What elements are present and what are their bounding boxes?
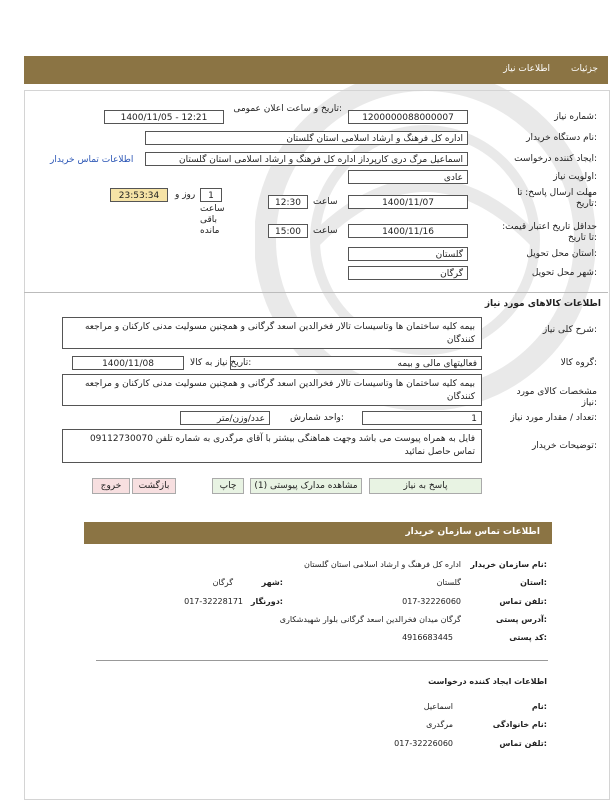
priority-label: اولویت نیاز: [553,172,597,182]
spec-field: بیمه کلیه ساختمان ها وتاسیسات تالار فخرالدین اسعد گرگانی و همچنین مسولیت مدنی کارکنان و مراجعه کنندگان [62,374,482,406]
details-link[interactable]: جزئیات [571,64,598,74]
spec-label: مشخصات کالای مورد نیاز: [516,387,597,408]
org-name: اداره کل فرهنگ و ارشاد اسلامی استان گلستان [303,560,461,569]
buyer-org-field: اداره كل فرهنگ و ارشاد اسلامی استان گلستان [145,131,468,145]
postal-code: 4916683445 [402,633,453,642]
first-name-label: نام: [531,702,547,711]
summary-label: شرح کلی نیاز: [542,325,597,335]
remaining-label: ساعت باقی مانده [200,204,225,236]
notes-field: فایل به همراه پیوست می باشد وجهت هماهنگی بیشتر با آقای مرگدری به شماره تلفن 09112730070 تماس حاصل نمائید [62,429,482,463]
validity-date-field: 1400/11/16 [348,224,468,238]
notes-label: توضیحات خریدار: [531,441,597,451]
top-bar [24,56,608,84]
contact-phone: 017-32226060 [402,597,461,606]
need-date-label: تاریخ نیاز به کالا: [190,358,252,368]
creator-label: ایجاد کننده درخواست: [514,154,597,164]
deadline-label: مهلت ارسال پاسخ: تا تاریخ: [517,188,597,209]
deadline-date-field: 1400/11/07 [348,195,468,209]
contact-province: گلستان [436,578,461,587]
contact-phone-label: تلفن تماس: [499,597,547,606]
validity-label: حداقل تاریخ اعتبار قیمت: تا تاریخ: [502,222,597,243]
deadline-time-label: ساعت [313,197,338,207]
contact-divider [96,660,548,661]
announce-field: 1400/11/05 - 12:21 [104,110,224,124]
announce-label: تاریخ و ساعت اعلان عمومی: [233,104,342,114]
deadline-time-field: 12:30 [268,195,308,209]
goods-section-title: اطلاعات کالاهای مورد نیاز [484,299,601,309]
exit-button[interactable]: خروج [92,478,130,494]
contact-title-bar [84,522,552,544]
postal-address-label: آدرس پستی: [496,615,547,624]
city-field: گرگان [348,266,468,280]
last-name: مرگدری [426,720,453,729]
city-label: شهر محل تحویل: [531,268,597,278]
creator-field: اسماعیل مرگ دری کارپرداز اداره کل فرهنگ و ارشاد اسلامی استان گلستان [145,152,468,166]
priority-field: عادی [348,170,468,184]
contact-city-label: شهر: [261,578,283,587]
qty-label: تعداد / مقدار مورد نیاز: [510,413,597,423]
divider [24,292,608,293]
back-button[interactable]: بازگشت [132,478,176,494]
reply-button[interactable]: پاسخ به نیاز [369,478,482,494]
qty-field: 1 [362,411,482,425]
group-label: گروه کالا: [560,358,597,368]
group-field: فعالیتهای مالی و بیمه [230,356,482,370]
postal-code-label: کد پستی: [509,633,547,642]
print-button[interactable]: چاپ [212,478,244,494]
postal-address: گرگان میدان فخرالدین اسعد گرگانی بلوار شهیدشکاری [279,615,461,624]
summary-field: بیمه کلیه ساختمان ها وتاسیسات تالار فخرالدین اسعد گرگانی و همچنین مسولیت مدنی کارکنان و مراجعه کنندگان [62,317,482,349]
contact-city: گرگان [212,578,233,587]
remaining-days-field: 1 [200,188,222,202]
last-name-label: نام خانوادگی: [492,720,547,729]
province-field: گلستان [348,247,468,261]
validity-time-field: 15:00 [268,224,308,238]
buyer-org-label: نام دستگاه خریدار: [526,133,597,143]
need-number-label: شماره نیاز: [554,112,597,122]
creator-section-title: اطلاعات ایجاد کننده درخواست [428,677,547,686]
attachments-button[interactable]: مشاهده مدارک پیوستی (1) [250,478,362,494]
creator-phone: 017-32226060 [394,739,453,748]
need-date-field: 1400/11/08 [72,356,184,370]
buyer-contact-link[interactable]: اطلاعات تماس خریدار [50,155,134,165]
unit-label: واحد شمارش: [290,413,344,423]
province-label: استان محل تحویل: [526,249,597,259]
contact-province-label: استان: [520,578,547,587]
org-name-label: نام سازمان خریدار: [470,560,547,569]
creator-phone-label: تلفن تماس: [499,739,547,748]
need-number-field: 1200000088000007 [348,110,468,124]
contact-title: اطلاعات تماس سازمان خریدار [405,527,540,537]
first-name: اسماعیل [423,702,453,711]
contact-fax-label: دورنگار: [250,597,283,606]
need-info-tab[interactable]: اطلاعات نیاز [503,64,550,74]
unit-field: عدد/وزن/متر [180,411,270,425]
remaining-time-field: 23:53:34 [110,188,168,202]
validity-time-label: ساعت [313,226,338,236]
contact-fax: 017-32228171 [184,597,243,606]
remaining-days-label: روز و [175,190,196,200]
